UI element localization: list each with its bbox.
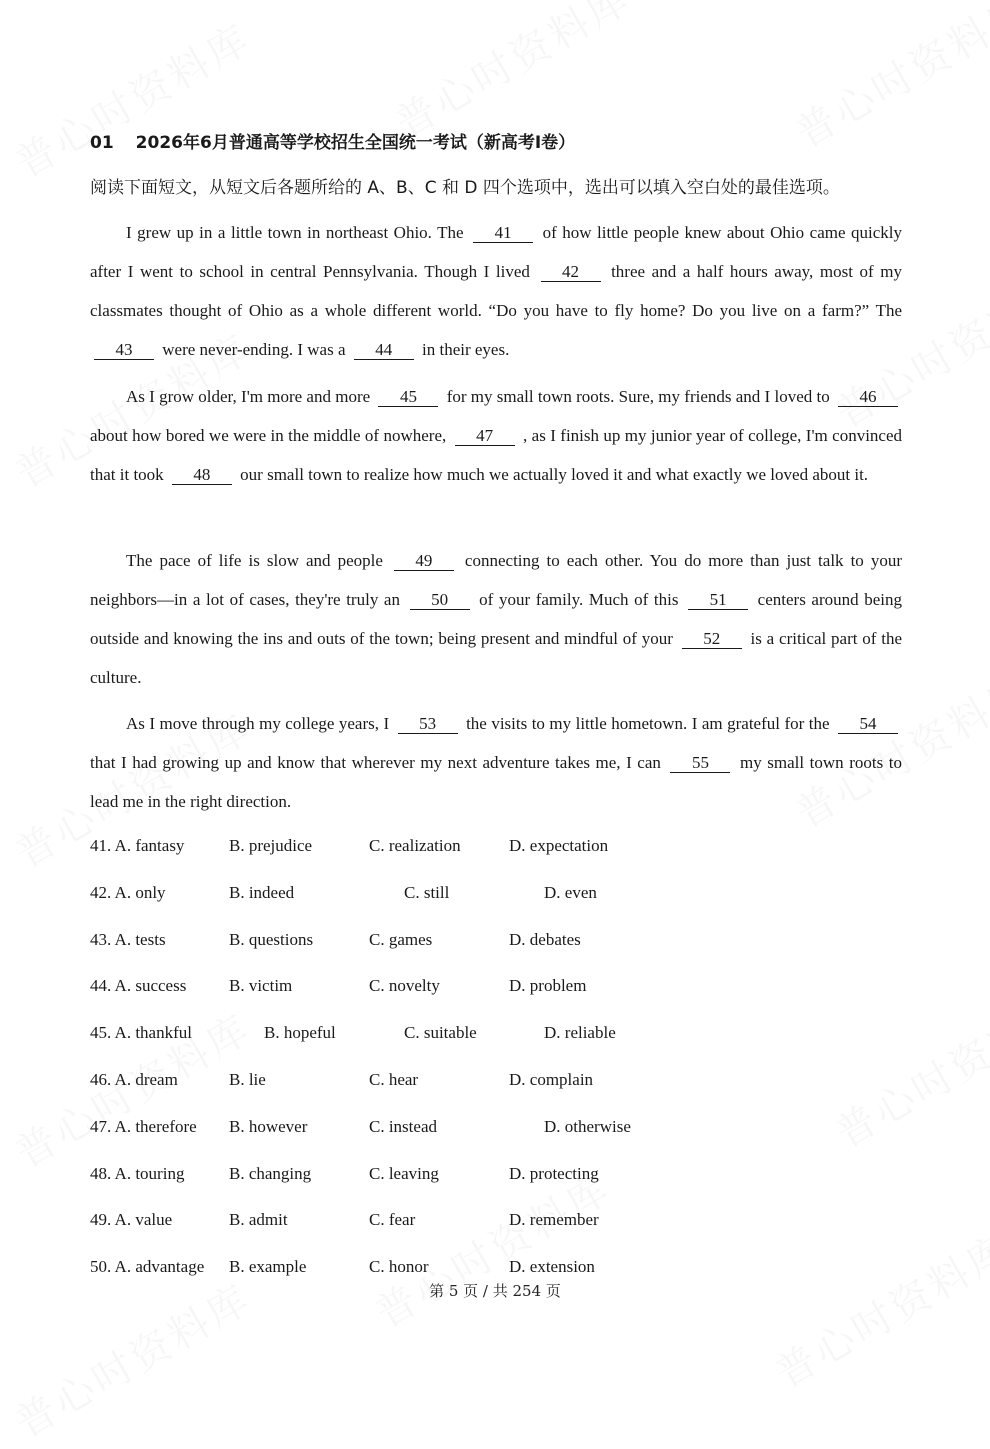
- passage-text: the visits to my little hometown. I am grateful for the: [461, 714, 834, 733]
- option-a: 43. A. tests: [90, 929, 166, 949]
- instruction-text: 阅读下面短文，从短文后各题所给的 A、B、C 和 D 四个选项中，选出可以填入空白处的最佳选项。: [90, 178, 840, 198]
- option-a: 41. A. fantasy: [90, 836, 185, 855]
- passage-text: , as I finish up my junior year of college, I'm convinced that it took: [90, 426, 903, 484]
- option-a: 48. A. touring: [90, 1163, 185, 1183]
- passage-text: is a critical part of the culture.: [90, 629, 902, 687]
- option-c: C. realization: [369, 836, 461, 855]
- option-b: B. lie: [229, 1069, 266, 1089]
- option-d: D. complain: [509, 1069, 594, 1089]
- blank-55: 55: [670, 754, 730, 773]
- passage-text: for my small town roots. Sure, my friends and I loved to: [442, 387, 834, 406]
- watermark-text: [383, 0, 640, 149]
- passage-text: As I grow older, I'm more and more: [126, 387, 375, 406]
- option-d: D. even: [544, 882, 597, 902]
- passage-text: that I had growing up and know that wherever my next adventure takes me, I can: [90, 753, 667, 772]
- option-row-43: [90, 930, 902, 977]
- option-a: 42. A. only: [90, 882, 166, 902]
- option-b: B. victim: [229, 976, 293, 996]
- watermark-text: [3, 8, 260, 189]
- option-c: C. instead: [369, 1116, 437, 1136]
- option-a: 49. A. value: [90, 1210, 173, 1230]
- blank-47: 47: [455, 427, 515, 446]
- blank-54: 54: [838, 715, 898, 734]
- option-b: B. however: [229, 1116, 308, 1136]
- blank-41: 41: [473, 224, 533, 243]
- blank-48: 48: [172, 466, 232, 485]
- option-row-48: [90, 1164, 902, 1211]
- option-row-49: [90, 1210, 902, 1257]
- option-d: D. reliable: [544, 1023, 616, 1043]
- watermark-text: [783, 0, 990, 159]
- blank-42: 42: [541, 263, 601, 282]
- passage-text: connecting to each other. You do more than just talk to your neighbors—in a lot of cases, they're truly an: [90, 551, 902, 609]
- option-b: B. example: [229, 1257, 307, 1277]
- option-c: C. still: [404, 882, 450, 902]
- option-c: C. games: [369, 929, 433, 949]
- option-d: D. remember: [509, 1210, 599, 1230]
- passage-paragraph-2: [90, 377, 902, 494]
- option-c: C. suitable: [404, 1023, 477, 1043]
- option-a: 47. A. therefore: [90, 1116, 197, 1136]
- option-c: C. hear: [369, 1069, 419, 1089]
- passage-paragraph-4: [90, 704, 902, 821]
- blank-50: 50: [410, 591, 470, 610]
- option-b: B. hopeful: [264, 1023, 336, 1043]
- option-c: C. honor: [369, 1257, 429, 1277]
- option-row-46: [90, 1070, 902, 1117]
- passage-text: of your family. Much of this: [473, 590, 685, 609]
- option-d: D. debates: [509, 929, 581, 949]
- option-d: D. expectation: [509, 836, 609, 855]
- option-c: C. novelty: [369, 976, 440, 996]
- option-d: D. problem: [509, 976, 587, 996]
- passage-text: of how little people knew about Ohio came quickly after I went to school in central Pennsylvania. Though I lived: [90, 223, 903, 281]
- option-b: B. changing: [229, 1163, 312, 1183]
- option-row-41: [90, 836, 902, 883]
- option-b: B. indeed: [229, 882, 295, 902]
- blank-53: 53: [398, 715, 458, 734]
- option-a: 44. A. success: [90, 976, 187, 996]
- option-b: B. questions: [229, 929, 314, 949]
- option-row-44: [90, 976, 902, 1023]
- passage-text: The pace of life is slow and people: [126, 551, 390, 570]
- passage-text: my small town roots to lead me in the right direction.: [90, 753, 903, 811]
- option-c: C. leaving: [369, 1163, 439, 1183]
- option-row-45: [90, 1023, 902, 1070]
- passage-text: were never-ending. I was a: [158, 340, 350, 359]
- options-list: [90, 836, 902, 1304]
- option-a: 46. A. dream: [90, 1069, 178, 1089]
- passage-text: three and a half hours away, most of my classmates thought of Ohio as a whole different world. “Do you have to fly home? Do you live on a farm?” The: [90, 262, 902, 320]
- option-b: B. prejudice: [229, 836, 313, 855]
- option-d: D. protecting: [509, 1163, 599, 1183]
- option-a: 50. A. advantage: [90, 1257, 205, 1277]
- passage-text: about how bored we were in the middle of nowhere,: [90, 426, 451, 445]
- blank-49: 49: [394, 552, 454, 571]
- passage-paragraph-3: [90, 541, 902, 697]
- passage-text: centers around being outside and knowing the ins and outs of the town; being present and mindful of your: [90, 590, 902, 648]
- blank-44: 44: [354, 341, 414, 360]
- option-row-47: [90, 1117, 902, 1164]
- section-number: 01: [90, 133, 114, 153]
- option-a: 45. A. thankful: [90, 1023, 192, 1043]
- passage-text: our small town to realize how much we actually loved it and what exactly we loved about it.: [235, 465, 869, 484]
- option-d: D. extension: [509, 1257, 595, 1277]
- page-footer: 第 5 页 / 共 254 页: [429, 1282, 561, 1300]
- passage-text: I grew up in a little town in northeast Ohio. The: [126, 223, 470, 242]
- exam-heading: [90, 128, 575, 153]
- passage-paragraph-1: [90, 213, 902, 369]
- blank-52: 52: [682, 630, 742, 649]
- option-c: C. fear: [369, 1210, 416, 1230]
- blank-43: 43: [94, 341, 154, 360]
- option-row-42: [90, 883, 902, 930]
- option-d: D. otherwise: [544, 1116, 631, 1136]
- blank-51: 51: [688, 591, 748, 610]
- passage-text: in their eyes.: [417, 340, 510, 359]
- passage-text: As I move through my college years, I: [126, 714, 394, 733]
- option-b: B. admit: [229, 1210, 288, 1230]
- exam-title: 2026年6月普通高等学校招生全国统一考试（新高考Ⅰ卷）: [135, 133, 576, 153]
- blank-45: 45: [378, 388, 438, 407]
- blank-46: 46: [838, 388, 898, 407]
